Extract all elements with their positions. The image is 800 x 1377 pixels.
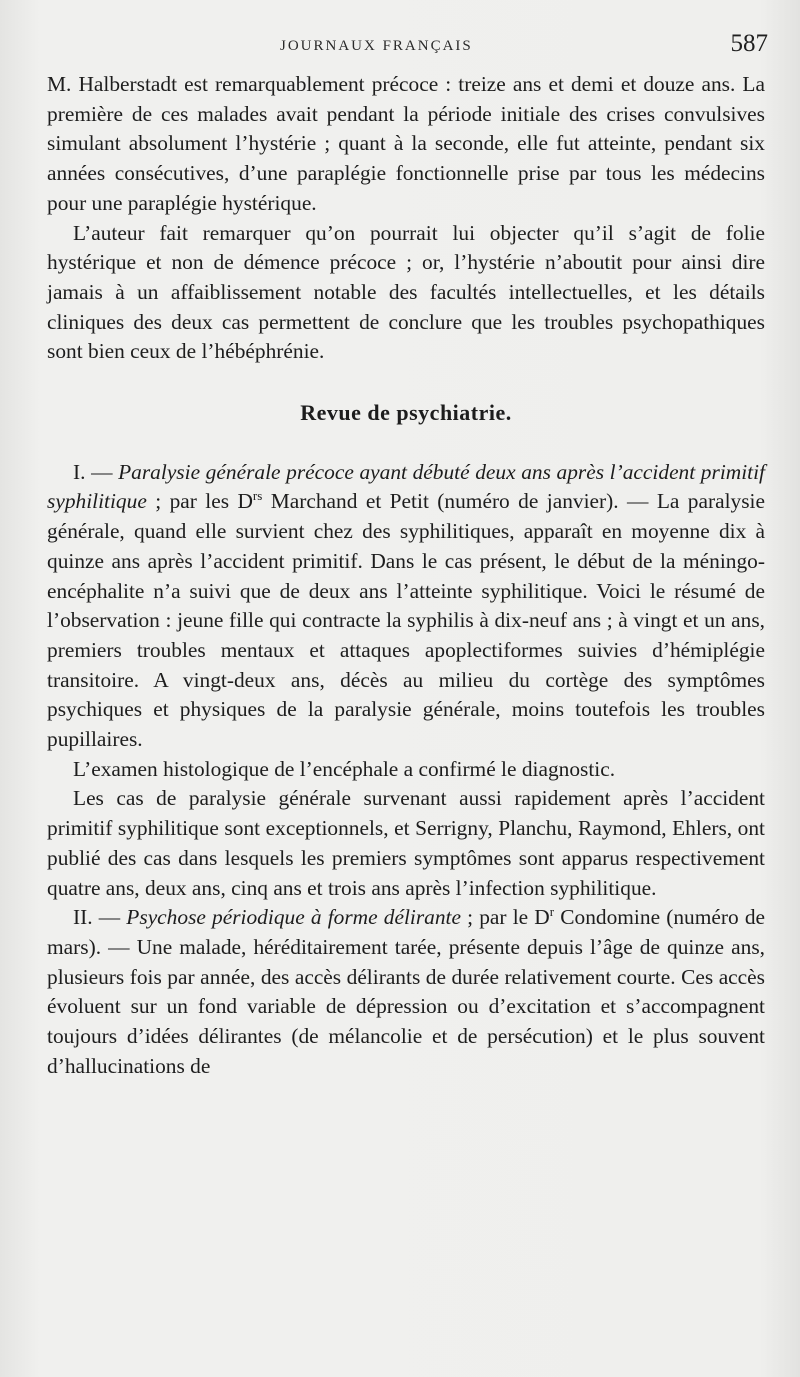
review-item-1-cases: Les cas de paralysie générale survenant aussi rapidement après l’accident primitif syphilitique sont exceptionnels, et Serrigny, Planchu, Raymond, Ehlers, ont publié des cas dans lesquels les premiers symptômes sont apparus respectivement quatre ans, deux ans, cinq ans et trois ans après l’infection syphilitique. <box>47 786 765 900</box>
section-heading: Revue de psychiatrie. <box>300 400 512 426</box>
item-byline-superscript: rs <box>252 488 263 504</box>
page-header <box>48 30 768 62</box>
paragraph-author-remark: L’auteur fait remarquer qu’on pourrait lui objecter qu’il s’agit de folie hystérique et non de démence précoce ; or, l’hystérie n’aboutit pour ainsi dire jamais à un affaiblissement notable des facultés intellectuelles, et les détails cliniques des deux cas permettent de conclure que les troubles psychopathiques sont bien ceux de l’hébéphrénie. <box>47 220 765 364</box>
review-item-2 <box>47 903 765 1081</box>
item-number: II. — <box>73 905 127 930</box>
item-title: Paralysie générale précoce ayant débuté deux ans après l’accident primitif syphilitique <box>47 459 765 514</box>
item-byline: ; par les D <box>146 489 253 514</box>
item-body: Condomine (numéro de mars). — Une malade, héréditairement tarée, présente depuis l’âge de quinze ans, plusieurs fois par année, des accès délirants de durée relativement courte. Ces accès évoluent sur un fond variable de dépression ou d’excitation et s’accompagnent toujours d’idées délirantes (de mélancolie et de persécution) et le plus souvent d’hallucinations de <box>47 905 766 1078</box>
running-title: JOURNAUX FRANÇAIS <box>280 38 473 54</box>
review-item-1-examination: L’examen histologique de l’encéphale a confirmé le diagnostic. <box>73 756 616 781</box>
item-number: I. — <box>73 459 119 484</box>
body-text <box>47 70 765 1082</box>
paragraph-continued: M. Halberstadt est remarquablement précoce : treize ans et demi et douze ans. La première de ces malades avait pendant la période initiale des crises convulsives simulant absolument l’hystérie ; quant à la seconde, elle fut atteinte, pendant six années consécutives, d’une paraplégie fonctionnelle prise par tous les médecins pour une paraplégie hystérique. <box>47 72 765 215</box>
item-title: Psychose périodique à forme délirante <box>126 905 461 930</box>
item-byline: ; par le D <box>461 905 550 930</box>
review-item-1 <box>47 458 765 755</box>
item-byline-superscript: r <box>549 904 555 920</box>
page-number: 587 <box>730 30 768 57</box>
item-body: Marchand et Petit (numéro de janvier). — La paralysie générale, quand elle survient chez des syphilitiques, apparaît en moyenne dix à quinze ans après l’accident primitif. Dans le cas présent, le début de la méningo-encéphalite n’a suivi que de deux ans l’atteinte syphilitique. Voici le résumé de l’observation : jeune fille qui contracte la syphilis à dix-neuf ans ; à vingt et un ans, premiers troubles mentaux et attaques apoplectiformes suivies d’hémiplégie transitoire. A vingt-deux ans, décès au milieu du cortège des symptômes psychiques et physiques de la paralysie générale, moins toutefois les troubles pupillaires. <box>47 489 765 752</box>
